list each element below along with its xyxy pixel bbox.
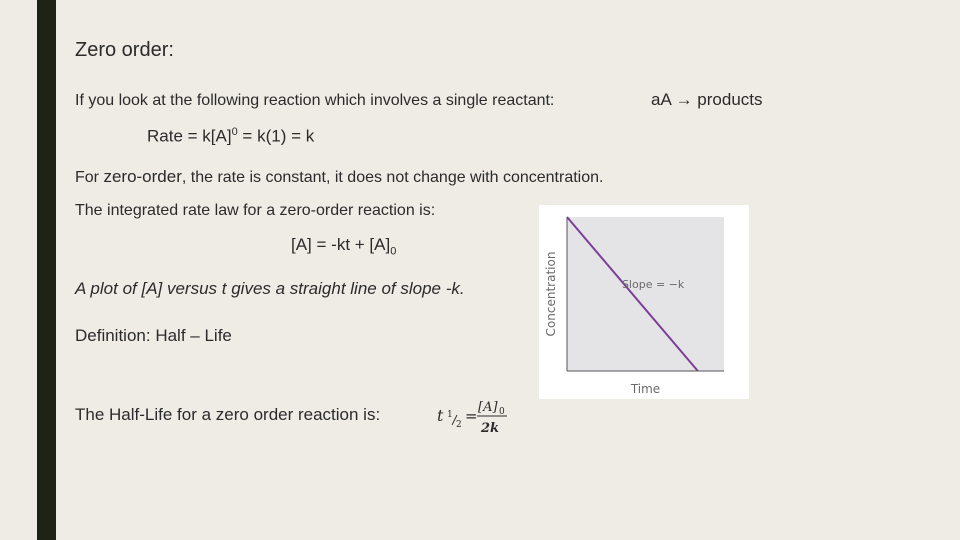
half-life-statement: The Half-Life for a zero order reaction is: [75,405,381,424]
zero-order-emphasis: zero-order [103,167,182,186]
integrated-rate-law-intro: The integrated rate law for a zero-order reaction is: [75,202,436,219]
integrated-eq-sub: 0 [390,245,397,258]
slope-annotation: Slope = −k [621,277,685,291]
integrated-rate-law-equation [291,236,396,257]
half-life-formula-svg [436,397,516,437]
half-life-formula [436,397,516,437]
formula-numerator: [A] [478,400,498,415]
x-axis-label: Time [630,382,661,396]
plot-area [567,217,724,371]
intro-text: If you look at the following reaction which involves a single reactant: [75,92,555,109]
zero-order-statement [75,168,603,186]
definition-prefix: Definition: [75,326,156,345]
definition-term: Half – Life [155,326,232,345]
rate-law-suffix: = k(1) = k [237,126,315,146]
formula-denominator: 2k [481,421,500,436]
formula-sub-num: 1 [447,410,453,420]
y-axis-label: Concentration [544,251,558,337]
chart-svg [539,205,749,399]
rate-law-prefix: Rate = k[A] [147,126,232,146]
definition-line [75,327,232,344]
rate-law [147,127,314,145]
formula-t: t [437,406,444,425]
reaction-equation: aA → products [651,90,763,109]
rate-law-exponent: 0 [231,126,238,138]
formula-sub-den: 2 [456,420,462,430]
concentration-time-chart [539,205,749,399]
sidebar-bar [37,0,56,540]
zero-order-after: , the rate is constant, it does not change with concentration. [181,169,604,186]
formula-equals: = [465,407,478,425]
plot-statement: A plot of [A] versus t gives a straight line of slope -k. [75,279,465,298]
slide-title: Zero order: [75,39,174,61]
integrated-eq-main: [A] = -kt + [A] [291,235,391,254]
formula-numerator-sub: 0 [499,407,505,417]
zero-order-before: For [75,169,104,186]
